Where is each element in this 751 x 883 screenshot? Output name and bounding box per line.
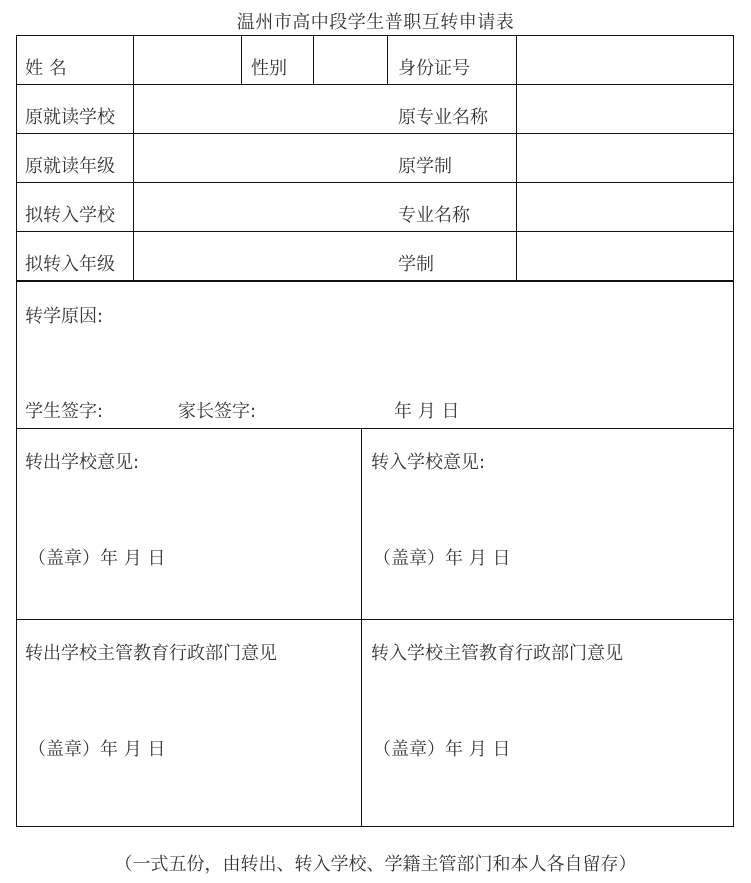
orig-major-field[interactable] — [517, 85, 733, 133]
orig-school-field[interactable] — [134, 85, 387, 133]
label-out-school-opinion: 转出学校意见: — [25, 452, 140, 473]
label-major: 专业名称 — [398, 205, 470, 226]
label-in-school-opinion: 转入学校意见: — [371, 452, 486, 473]
transfer-reason-area[interactable] — [17, 282, 733, 428]
out-school-seal-date: （盖章）年 月 日 — [28, 548, 166, 569]
name-field[interactable] — [134, 36, 241, 84]
gender-field[interactable] — [314, 36, 387, 84]
orig-schooling-field[interactable] — [517, 134, 733, 182]
schooling-field[interactable] — [517, 232, 733, 280]
label-transfer-reason: 转学原因: — [25, 306, 104, 327]
target-grade-field[interactable] — [134, 232, 387, 280]
target-school-field[interactable] — [134, 183, 387, 231]
label-id-number: 身份证号 — [398, 58, 470, 79]
label-in-bureau-opinion: 转入学校主管教育行政部门意见 — [371, 643, 623, 664]
form-footer-note: （一式五份，由转出、转入学校、学籍主管部门和本人各自留存） — [114, 854, 637, 875]
label-orig-school: 原就读学校 — [25, 107, 115, 128]
out-bureau-seal-date: （盖章）年 月 日 — [28, 739, 166, 760]
label-name: 姓 名 — [25, 58, 67, 79]
label-schooling: 学制 — [398, 254, 434, 275]
label-out-bureau-opinion: 转出学校主管教育行政部门意见 — [25, 643, 277, 664]
reason-date: 年 月 日 — [394, 401, 460, 422]
label-gender: 性别 — [251, 58, 287, 79]
label-orig-major: 原专业名称 — [398, 107, 488, 128]
id-number-field[interactable] — [517, 36, 733, 84]
label-parent-signature: 家长签字: — [178, 401, 257, 422]
in-bureau-seal-date: （盖章）年 月 日 — [373, 739, 511, 760]
label-student-signature: 学生签字: — [25, 401, 104, 422]
orig-grade-field[interactable] — [134, 134, 387, 182]
major-field[interactable] — [517, 183, 733, 231]
label-target-grade: 拟转入年级 — [25, 254, 115, 275]
col-divider — [387, 35, 388, 85]
col-divider — [241, 35, 242, 85]
in-school-seal-date: （盖章）年 月 日 — [373, 548, 511, 569]
label-target-school: 拟转入学校 — [25, 205, 115, 226]
form-title: 温州市高中段学生普职互转申请表 — [236, 12, 515, 33]
label-orig-grade: 原就读年级 — [25, 156, 115, 177]
label-orig-schooling: 原学制 — [398, 156, 452, 177]
